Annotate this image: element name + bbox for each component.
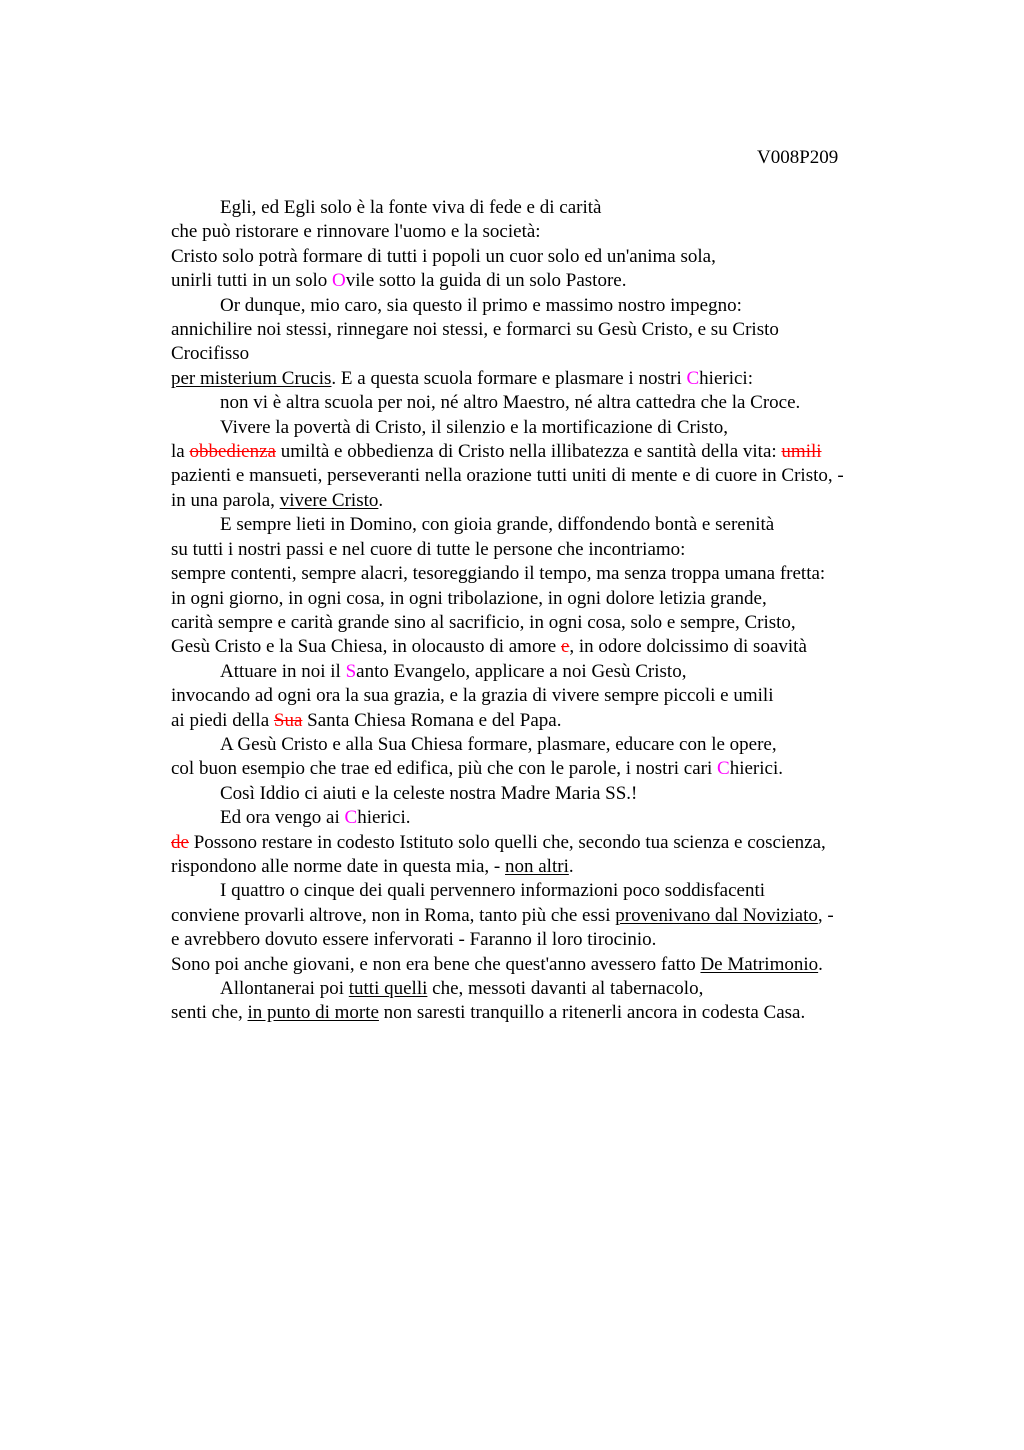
text-line bbox=[171, 269, 931, 293]
text-line bbox=[171, 611, 931, 635]
text-line bbox=[171, 220, 931, 244]
text-segment: hierici. bbox=[357, 807, 411, 829]
text-line bbox=[171, 367, 931, 391]
underlined-text: De Matrimonio bbox=[700, 953, 819, 975]
text-segment: Gesù Cristo e la Sua Chiesa, in olocausto di amore bbox=[171, 636, 561, 658]
text-segment: non vi è altra scuola per noi, né altro Maestro, né altra cattedra che la Croce. bbox=[220, 392, 801, 414]
text-segment: che, messoti davanti al tabernacolo, bbox=[427, 978, 704, 999]
text-line bbox=[171, 928, 931, 952]
text-line bbox=[171, 831, 931, 855]
text-line bbox=[171, 294, 931, 318]
text-line bbox=[171, 977, 931, 1001]
text-segment: A Gesù Cristo e alla Sua Chiesa formare, plasmare, educare con le opere, bbox=[220, 733, 777, 755]
underlined-text: per misterium Crucis bbox=[171, 367, 332, 389]
text-line bbox=[171, 513, 931, 537]
text-segment: Possono restare in codesto Istituto solo quelli che, secondo tua scienza e coscienza, bbox=[188, 831, 826, 853]
text-line bbox=[171, 440, 931, 464]
highlighted-initial: C bbox=[686, 367, 700, 389]
text-segment: vile sotto la guida di un solo Pastore. bbox=[345, 270, 627, 292]
letter-body bbox=[171, 196, 931, 1026]
text-line bbox=[171, 782, 931, 806]
text-segment: , - bbox=[817, 904, 834, 926]
text-segment: invocando ad ogni ora la sua grazia, e la grazia di vivere sempre piccoli e umili bbox=[171, 685, 774, 707]
text-segment: pazienti e mansueti, perseveranti nella orazione tutti uniti di mente e di cuore in Cristo, - bbox=[171, 465, 844, 487]
text-line bbox=[171, 587, 931, 611]
text-line bbox=[171, 879, 931, 903]
page-identifier: V008P209 bbox=[757, 147, 839, 168]
text-segment: hierici. bbox=[729, 758, 783, 780]
text-segment: che può ristorare e rinnovare l'uomo e la società: bbox=[171, 221, 541, 243]
text-segment: in ogni giorno, in ogni cosa, in ogni tribolazione, in ogni dolore letizia grande, bbox=[171, 587, 767, 609]
underlined-text: vivere Cristo bbox=[279, 489, 379, 511]
text-line bbox=[171, 757, 931, 781]
text-line bbox=[171, 660, 931, 684]
text-segment: Vivere la povertà di Cristo, il silenzio e la mortificazione di Cristo, bbox=[220, 416, 729, 438]
deleted-text: Sua bbox=[273, 709, 303, 731]
text-line bbox=[171, 953, 931, 977]
underlined-text: non altri bbox=[505, 855, 569, 877]
text-line bbox=[171, 904, 931, 928]
text-line bbox=[171, 855, 931, 879]
text-line bbox=[171, 538, 931, 562]
underlined-text: provenivano dal Noviziato bbox=[615, 904, 818, 926]
text-segment: annichilire noi stessi, rinnegare noi stessi, e formarci su Gesù Cristo, e su Cristo bbox=[171, 319, 779, 341]
text-segment: in una parola, bbox=[171, 489, 280, 511]
deleted-text: de bbox=[171, 831, 189, 853]
text-line bbox=[171, 709, 931, 733]
text-segment: e avrebbero dovuto essere infervorati - Faranno il loro tirocinio. bbox=[171, 929, 657, 951]
text-line bbox=[171, 464, 931, 488]
text-segment: Egli, ed Egli solo è la fonte viva di fede e di carità bbox=[220, 197, 602, 218]
underlined-text: tutti quelli bbox=[348, 978, 428, 999]
text-line bbox=[171, 489, 931, 513]
text-segment: hierici: bbox=[699, 367, 753, 389]
text-segment: , in odore dolcissimo di soavità bbox=[569, 636, 807, 658]
text-segment: rispondono alle norme date in questa mia, - bbox=[171, 855, 505, 877]
text-line bbox=[171, 196, 931, 220]
text-segment: Crocifisso bbox=[171, 343, 250, 365]
text-line bbox=[171, 806, 931, 830]
text-segment: . bbox=[568, 855, 574, 877]
text-segment: Cristo solo potrà formare di tutti i popoli un cuor solo ed un'anima sola, bbox=[171, 245, 716, 267]
highlighted-initial: S bbox=[345, 660, 357, 682]
text-segment: . bbox=[818, 953, 823, 975]
text-segment: senti che, bbox=[171, 1002, 248, 1024]
text-segment: umiltà e obbedienza di Cristo nella illibatezza e santità della vita: bbox=[275, 441, 782, 463]
text-line bbox=[171, 342, 931, 366]
text-line bbox=[171, 318, 931, 342]
text-segment: E sempre lieti in Domino, con gioia grande, diffondendo bontà e serenità bbox=[220, 514, 775, 536]
text-segment: Santa Chiesa Romana e del Papa. bbox=[302, 709, 562, 731]
text-line bbox=[171, 733, 931, 757]
text-segment: Attuare in noi il bbox=[220, 660, 346, 682]
text-segment: carità sempre e carità grande sino al sacrificio, in ogni cosa, solo e sempre, Cristo, bbox=[171, 611, 796, 633]
text-segment: la bbox=[171, 441, 190, 463]
text-segment: Allontanerai poi bbox=[220, 978, 349, 999]
text-segment: . bbox=[378, 489, 384, 511]
text-line bbox=[171, 1001, 931, 1025]
text-segment: sempre contenti, sempre alacri, tesoreggiando il tempo, ma senza troppa umana fretta: bbox=[171, 563, 826, 585]
text-line bbox=[171, 416, 931, 440]
text-segment: . E a questa scuola formare e plasmare i nostri bbox=[331, 367, 687, 389]
text-line bbox=[171, 562, 931, 586]
deleted-text: umili bbox=[781, 441, 822, 463]
text-segment: Ed ora vengo ai bbox=[220, 807, 345, 829]
text-segment: non saresti tranquillo a ritenerli ancora in codesta Casa. bbox=[378, 1002, 806, 1024]
text-segment: Così Iddio ci aiuti e la celeste nostra Madre Maria SS.! bbox=[220, 782, 638, 804]
deleted-text: obbedienza bbox=[189, 441, 276, 463]
text-segment: anto Evangelo, applicare a noi Gesù Cristo, bbox=[356, 660, 687, 682]
highlighted-initial: O bbox=[331, 270, 346, 292]
text-segment: unirli tutti in un solo bbox=[171, 270, 332, 292]
deleted-text: e bbox=[560, 636, 570, 658]
text-segment: col buon esempio che trae ed edifica, più che con le parole, i nostri cari bbox=[171, 758, 718, 780]
text-segment: conviene provarli altrove, non in Roma, tanto più che essi bbox=[171, 904, 616, 926]
underlined-text: in punto di morte bbox=[247, 1002, 379, 1024]
highlighted-initial: C bbox=[344, 807, 358, 829]
text-line bbox=[171, 245, 931, 269]
text-segment: Or dunque, mio caro, sia questo il primo e massimo nostro impegno: bbox=[220, 294, 742, 316]
highlighted-initial: C bbox=[717, 758, 730, 780]
text-line bbox=[171, 635, 931, 659]
text-line bbox=[171, 684, 931, 708]
text-line bbox=[171, 391, 931, 415]
text-segment: Sono poi anche giovani, e non era bene che quest'anno avessero fatto bbox=[171, 953, 701, 975]
text-segment: su tutti i nostri passi e nel cuore di tutte le persone che incontriamo: bbox=[171, 538, 686, 560]
text-segment: ai piedi della bbox=[171, 709, 274, 731]
text-segment: I quattro o cinque dei quali pervennero informazioni poco soddisfacenti bbox=[220, 880, 766, 902]
